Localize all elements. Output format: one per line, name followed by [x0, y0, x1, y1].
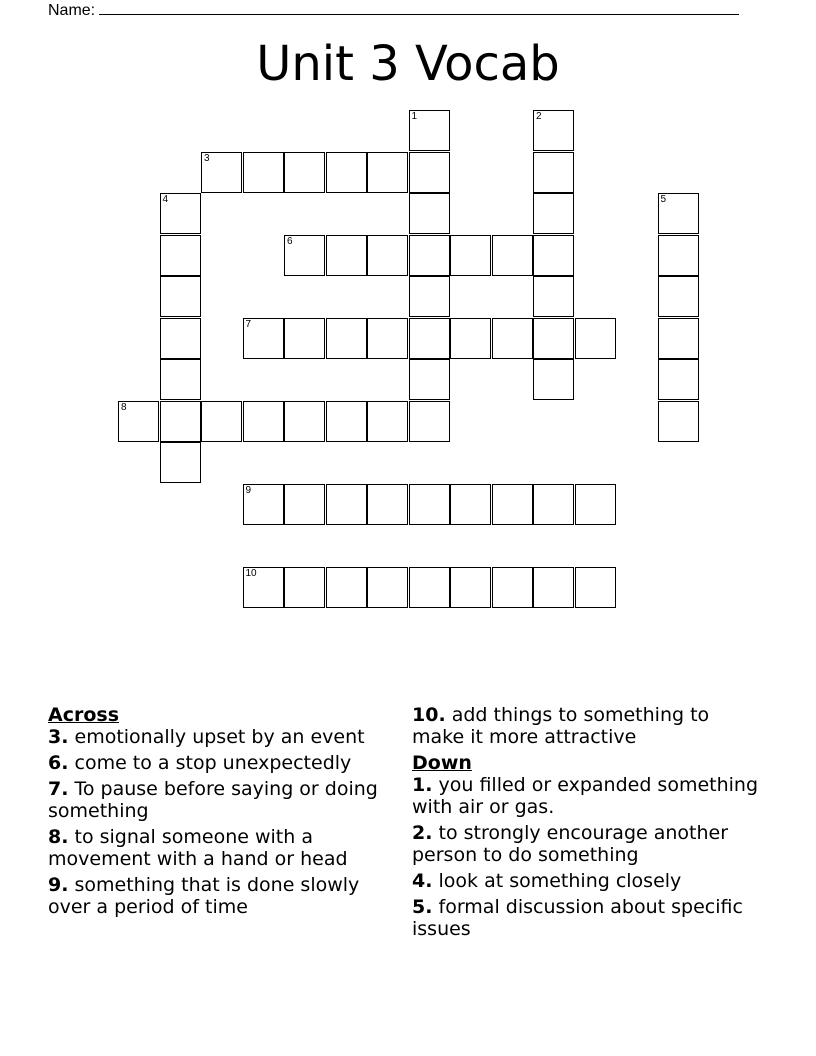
crossword-cell[interactable]	[533, 484, 574, 525]
clue-number: 10.	[412, 704, 446, 726]
crossword-cell[interactable]	[326, 235, 367, 276]
crossword-cell[interactable]	[367, 235, 408, 276]
crossword-cell[interactable]	[492, 567, 533, 608]
down-clue	[412, 774, 762, 818]
crossword-cell[interactable]	[409, 276, 450, 317]
clue-text: add things to something to make it more attractive	[412, 704, 710, 748]
crossword-cell[interactable]	[326, 318, 367, 359]
clue-number: 1.	[412, 774, 433, 796]
crossword-cell[interactable]	[326, 152, 367, 193]
clue-number: 5.	[412, 896, 433, 918]
crossword-cell[interactable]	[326, 484, 367, 525]
clue-text: to strongly encourage another person to do something	[412, 822, 729, 866]
crossword-cell[interactable]	[533, 359, 574, 400]
cell-number: 2	[536, 111, 542, 122]
name-label: Name:	[48, 2, 96, 19]
crossword-cell[interactable]	[243, 484, 284, 525]
cell-number: 1	[411, 111, 418, 122]
clue-number: 7.	[48, 778, 69, 800]
crossword-cell[interactable]	[243, 567, 284, 608]
crossword-cell[interactable]	[367, 567, 408, 608]
down-clue	[412, 896, 762, 940]
clue-text: you filled or expanded something with air or gas.	[412, 774, 759, 818]
across-clue	[48, 726, 388, 748]
name-field	[48, 0, 739, 20]
crossword-cell[interactable]	[533, 152, 574, 193]
crossword-cell[interactable]	[533, 567, 574, 608]
cell-number: 3	[204, 152, 210, 164]
crossword-cell[interactable]	[284, 567, 325, 608]
name-blank-line[interactable]	[99, 0, 739, 15]
crossword-cell[interactable]	[409, 401, 450, 442]
clue-number: 8.	[48, 826, 69, 848]
crossword-cell[interactable]	[367, 318, 408, 359]
crossword-cell[interactable]	[409, 359, 450, 400]
crossword-cell[interactable]	[201, 401, 242, 442]
crossword-cell[interactable]	[284, 152, 325, 193]
crossword-cell[interactable]	[409, 193, 450, 234]
crossword-cell[interactable]	[658, 235, 699, 276]
crossword-cell[interactable]	[658, 359, 699, 400]
crossword-cell[interactable]	[658, 401, 699, 442]
crossword-cell[interactable]	[533, 318, 574, 359]
across-clue	[48, 874, 388, 918]
cell-number: 7	[245, 318, 252, 330]
crossword-cell[interactable]	[533, 110, 574, 151]
crossword-cell[interactable]	[575, 318, 616, 359]
crossword-cell[interactable]	[160, 235, 201, 276]
clue-number: 2.	[412, 822, 433, 844]
crossword-cell[interactable]	[160, 359, 201, 400]
crossword-cell[interactable]	[367, 152, 408, 193]
clue-number: 6.	[48, 752, 69, 774]
across-clue	[48, 778, 388, 822]
crossword-cell[interactable]	[284, 401, 325, 442]
clue-text: formal discussion about specific issues	[412, 896, 743, 940]
crossword-cell[interactable]	[367, 484, 408, 525]
crossword-cell[interactable]	[409, 318, 450, 359]
crossword-cell[interactable]	[658, 276, 699, 317]
crossword-cell[interactable]	[450, 235, 491, 276]
crossword-cell[interactable]	[409, 152, 450, 193]
crossword-cell[interactable]	[326, 567, 367, 608]
down-clue	[412, 822, 762, 866]
clues-column-left	[48, 704, 388, 922]
crossword-cell[interactable]	[492, 318, 533, 359]
crossword-cell[interactable]	[658, 318, 699, 359]
crossword-cell[interactable]	[575, 567, 616, 608]
crossword-cell[interactable]	[201, 152, 242, 193]
crossword-cell[interactable]	[160, 276, 201, 317]
crossword-cell[interactable]	[450, 567, 491, 608]
crossword-cell[interactable]	[284, 318, 325, 359]
page-title: Unit 3 Vocab	[256, 36, 560, 92]
clues-column-right	[412, 704, 762, 944]
clue-text: come to a stop unexpectedly	[74, 752, 352, 774]
across-clue	[48, 752, 388, 774]
clue-number: 3.	[48, 726, 69, 748]
across-clue	[412, 704, 762, 748]
cell-number: 5	[660, 194, 667, 205]
crossword-cell[interactable]	[450, 484, 491, 525]
crossword-cell[interactable]	[243, 318, 284, 359]
crossword-cell[interactable]	[492, 235, 533, 276]
clue-text: to signal someone with a movement with a hand or head	[48, 826, 348, 870]
across-clue	[48, 826, 388, 870]
crossword-cell[interactable]	[575, 484, 616, 525]
clue-text: To pause before saying or doing something	[48, 778, 378, 822]
crossword-cell[interactable]	[492, 484, 533, 525]
crossword-cell[interactable]	[533, 235, 574, 276]
crossword-cell[interactable]	[367, 401, 408, 442]
crossword-cell[interactable]	[326, 401, 367, 442]
crossword-cell[interactable]	[160, 401, 201, 442]
cell-number: 8	[121, 401, 127, 413]
crossword-cell[interactable]	[658, 193, 699, 234]
cell-number: 9	[245, 484, 252, 496]
clue-text: emotionally upset by an event	[74, 726, 365, 748]
clue-number: 4.	[412, 870, 433, 892]
crossword-cell[interactable]	[450, 318, 491, 359]
cell-number: 4	[162, 194, 169, 205]
clue-text: look at something closely	[438, 870, 682, 892]
crossword-cell[interactable]	[409, 567, 450, 608]
cell-number: 10	[245, 567, 257, 579]
crossword-cell[interactable]	[284, 484, 325, 525]
across-heading: Across	[48, 704, 120, 726]
down-clue	[412, 870, 762, 892]
crossword-cell[interactable]	[243, 401, 284, 442]
clue-number: 9.	[48, 874, 69, 896]
cell-number: 6	[287, 235, 293, 247]
crossword-cell[interactable]	[160, 318, 201, 359]
crossword-cell[interactable]	[118, 401, 159, 442]
crossword-cell[interactable]	[160, 442, 201, 483]
crossword-cell[interactable]	[243, 152, 284, 193]
crossword-cell[interactable]	[409, 484, 450, 525]
crossword-cell[interactable]	[533, 193, 574, 234]
down-heading: Down	[412, 752, 472, 774]
clue-text: something that is done slowly over a period of time	[48, 874, 360, 918]
crossword-cell[interactable]	[284, 235, 325, 276]
crossword-cell[interactable]	[409, 110, 450, 151]
crossword-cell[interactable]	[160, 193, 201, 234]
crossword-cell[interactable]	[409, 235, 450, 276]
crossword-cell[interactable]	[533, 276, 574, 317]
